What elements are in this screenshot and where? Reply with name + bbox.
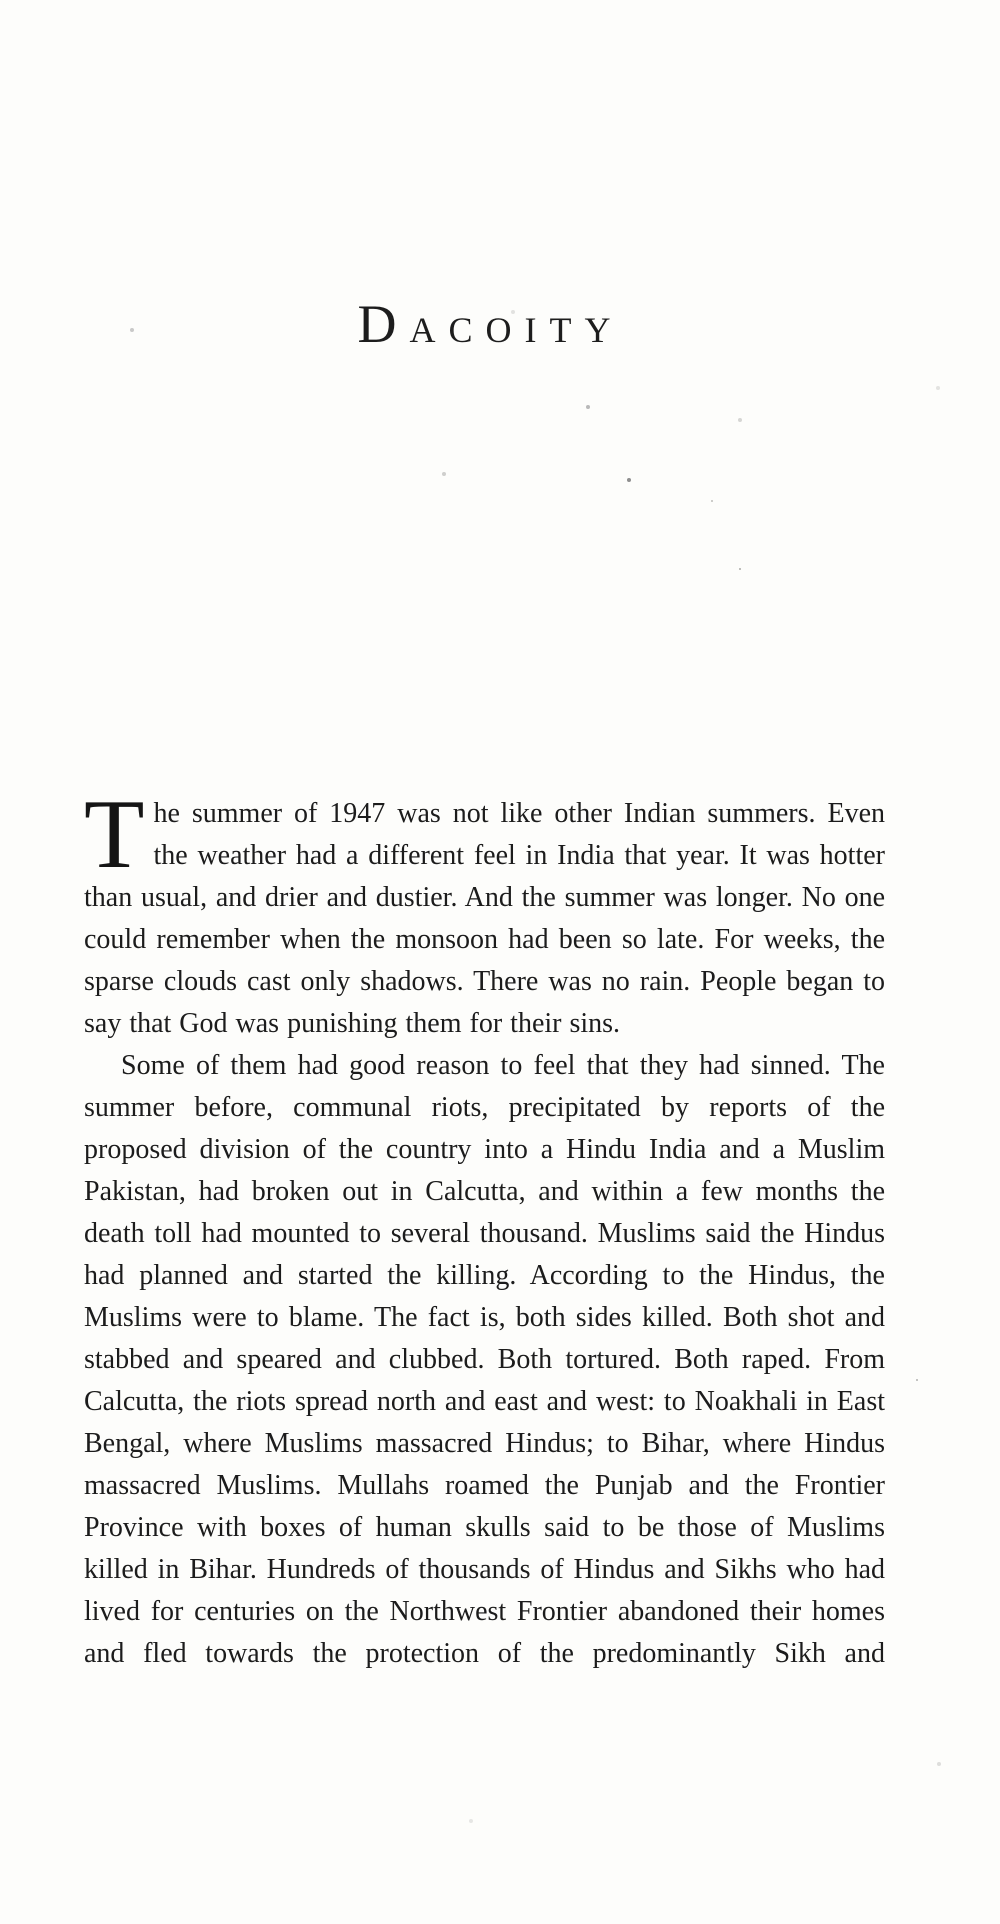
book-page (0, 296, 1000, 1924)
second-paragraph: Some of them had good reason to feel that they had sinned. The summer before, communal riots, precipitated by reports of the proposed division of the country into a Hindu India and a Muslim Pakistan, had broken out in Calcutta, and within a few months the death toll had mounted to several thousand. Muslims said the Hindus had planned and started the killing. According to the Hindus, the Muslims were to blame. The fact is, both sides killed. Both shot and stabbed and speared and clubbed. Both tortured. Both raped. From Calcutta, the riots spread north and east and west: to Noakhali in East Bengal, where Muslims massacred Hindus; to Bihar, where Hindus massacred Muslims. Mullahs roamed the Punjab and the Frontier Province with boxes of human skulls said to be those of Muslims killed in Bihar. Hundreds of thousands of Hindus and Sikhs who had lived for centuries on the Northwest Frontier abandoned their homes and fled towards the protection of the predominantly Sikh and (84, 1050, 885, 1669)
opening-paragraph: The summer of 1947 was not like other Indian summers. Even the weather had a different feel in India that year. It was hotter than usual, and drier and dustier. And the summer was longer. No one could remember when the monsoon had been so late. For weeks, the sparse clouds cast only shadows. There was no rain. People began to say that God was punishing them for their sins. (84, 780, 885, 1039)
scan-speck-artifacts (0, 296, 2, 298)
chapter-title: DACOITY (357, 294, 624, 354)
body-text-block (84, 780, 885, 1675)
